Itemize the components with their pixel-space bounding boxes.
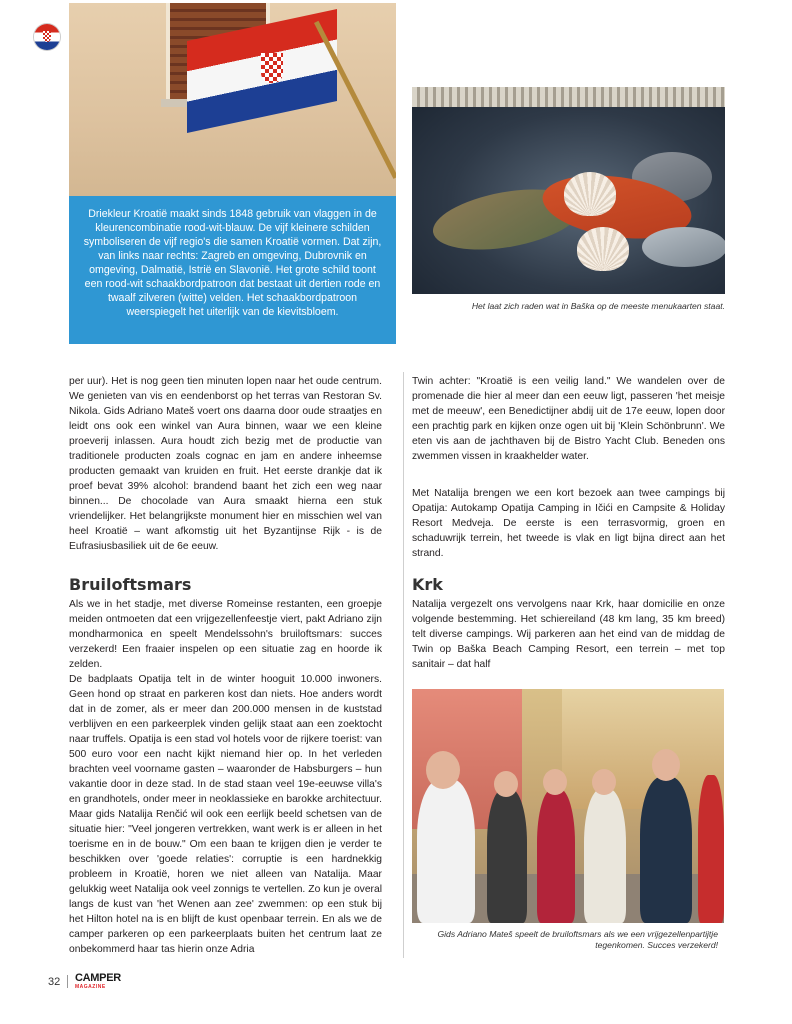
column-divider [403,372,404,958]
body-paragraph: Twin achter: "Kroatië is een veilig land." We wandelen over de promenade die hier al meer dan een eeuw ligt, passeren 'het meisje met de meeuw', een Benedictijner abdij uit de 17e eeuw, lopen door een prachtig park en kijken onze ogen uit bij 'Klein Schönbrunn'. We eten vis aan de jachthaven bij de Bistro Yacht Club. Beneden ons zwemmen vissen in kraakhelder water. [412,376,725,462]
logo-text: CAMPER [75,972,121,984]
magazine-logo [75,974,121,992]
footer-divider [67,975,68,988]
seafood-photo [412,87,725,294]
body-paragraph: De badplaats Opatija telt in de winter hooguit 10.000 inwoners. Geen hond op straat en parkeren kost dan niets. Hoe anders wordt dat in de zomer, als er meer dan 200.000 mensen in de kuststad verblijven en een parkeerplek vinden gelijk staat aan een zoektocht naar truffels. Opatija is een stad vol hotels voor de rijkere toerist: van 500 euro voor een nacht kijkt niemand hier op. In het verleden brachten veel voorname gasten – waaronder de Habsburgers – hun vakantie door in deze stad. In de stad staan veel 19e-eeuwse villa's en grandhotels, onder meer in neoklassieke en barokke architectuur. Maar gids Natalija Renčić wil ook een eerlijk beeld schetsen van de situatie hier: "Veel jongeren vertrekken, want werk is er alleen in het toerisme en in de bouw." Om een baan te krijgen dien je verder te beschikken over 'goede relaties': corruptie is een hardnekkig probleem in Kroatië, horen we niet alleen van Natalija. Maar gelukkig weet Natalija ook veel zonnigs te vertellen. Zo kun je overal langs de kust van 'het Wenen aan zee' zwemmen: op een stuk bij het Hilton hotel na is en blijft de kust openbaar terrein. En als we de camper parkeren op een parkeerplaats buiten het centrum laat ze onbekommerd haar tas hierin onze Adria [69,674,382,955]
logo-subtext: MAGAZINE [75,984,106,990]
flag-caption: Driekleur Kroatië maakt sinds 1848 gebruik van vlaggen in de kleurencombinatie rood-wit-blauw. De vijf kleinere schilden symboliseren de vijf regio's die samen Kroatië vormen. Dat zijn, van links naar rechts: Zagreb en omgeving, Dubrovnik en omgeving, Dalmatië, Istrië en Slavonië. Het grote schild toont een rood-wit schaakbordpatroon dat bestaat uit dertien rode en twaalf zilveren (witte) velden. Het schaakbordpatroon weerspiegelt het uiterlijk van de kievitsbloem. [83,208,382,318]
seafood-caption: Het laat zich raden wat in Baška op de meeste menukaarten staat. [471,301,725,311]
flag-caption-box [69,196,396,344]
section-heading: Bruiloftsmars [69,575,192,594]
section-heading: Krk [412,575,443,594]
page-number: 32 [48,976,61,988]
body-paragraph: Met Natalija brengen we een kort bezoek aan twee campings bij Opatija: Autokamp Opatija Camping in Ičići en Campsite & Holiday Resort Medveja. De eerste is een terrasvormig, groen en schaduwrijk terrein, het tweede is vlak en ligt bijna direct aan het strand. [412,488,725,559]
croatian-flag-photo [69,3,396,196]
body-paragraph: Als we in het stadje, met diverse Romeinse restanten, een groepje meiden ontmoeten dat een vrijgezellenfeestje viert, pakt Adriano zijn mondharmonica en speelt Mendelssohn's bruiloftsmars: succes verzekerd! Een fraaier inspelen op een situatie zag en hoorde ik zelden. [69,599,382,670]
croatia-flag-icon [34,24,60,50]
body-paragraph: Natalija vergezelt ons vervolgens naar Krk, haar domicilie en onze volgende bestemming. Het schiereiland (48 km lang, 35 km breed) telt diverse campings. Wij parkeren aan het eind van de middag de Twin op Baška Beach Camping Resort, een terrein – met top sanitair – dat half [412,599,725,670]
bachelorette-party-photo [412,689,724,923]
body-paragraph: per uur). Het is nog geen tien minuten lopen naar het oude centrum. We genieten van vis en eendenborst op het terras van Restoran Sv. Nikola. Gids Adriano Mateš voert ons daarna door oude straatjes en leidt ons ook een winkel van Aura binnen, waar we een kleine proeverij inlassen. Aura houdt zich bezig met de productie van traditionele producten zoals cognac en jam en andere inheemse producten gemaakt van kruiden en fruit. Het eerste drankje dat ik proef bevat 39% alcohol: brandend baant het zich een weg naar binnen... De chocolade van Aura smaakt hierna een stuk vriendelijker. Het belangrijkste monument hier en misschien wel van heel Kroatië – want afkomstig uit het Byzantijnse Rijk - is de Eufrasiusbasiliek uit de 6e eeuw. [69,376,382,552]
party-caption: Gids Adriano Mateš speelt de bruiloftsmars als we een vrijgezellenpartijtje tegenkomen. Succes verzekerd! [437,929,718,950]
